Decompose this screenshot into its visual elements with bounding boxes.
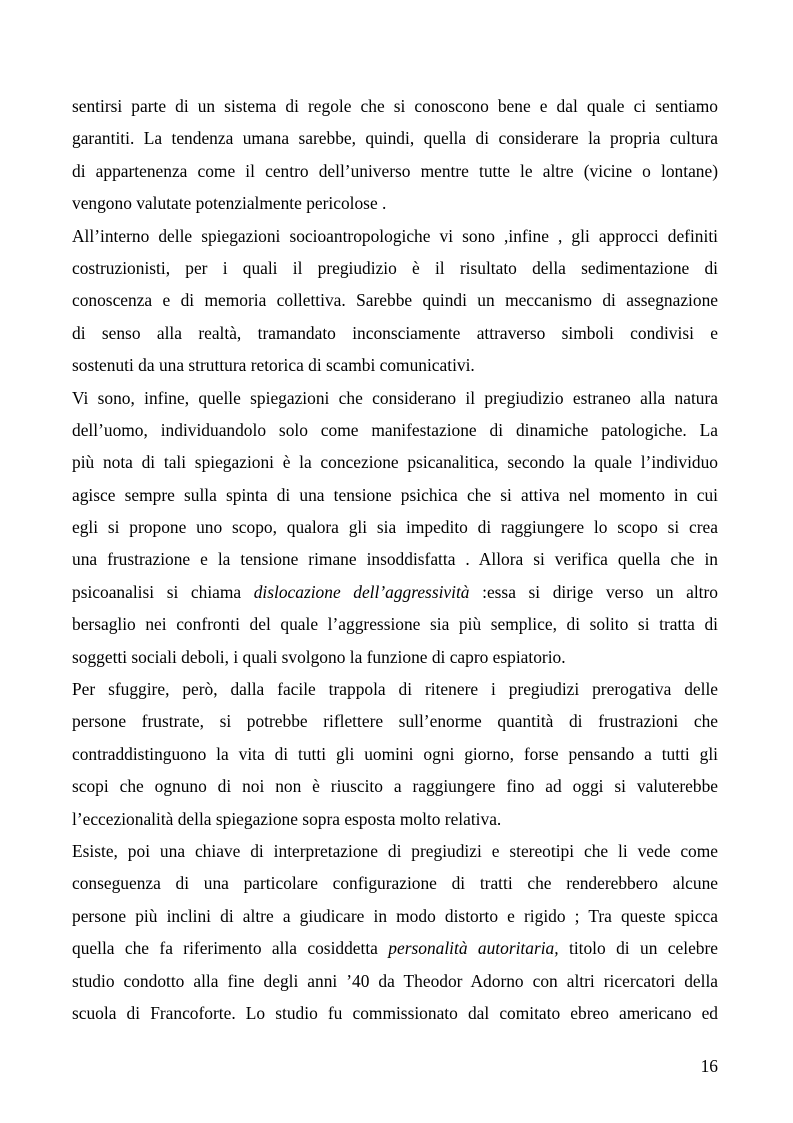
text-line — [72, 576, 718, 608]
text-line: Per sfuggire, però, dalla facile trappola di ritenere i pregiudizi prerogativa delle — [72, 679, 718, 700]
text-line — [72, 932, 718, 964]
text-line: sostenuti da una struttura retorica di scambi comunicativi. — [72, 355, 475, 376]
text-line: persone frustrate, si potrebbe riflettere sull’enorme quantità di frustrazioni che — [72, 711, 718, 732]
text-line: scopi che ognuno di noi non è riuscito a raggiungere fino ad oggi si valuterebbe — [72, 776, 718, 797]
text-line: una frustrazione e la tensione rimane insoddisfatta . Allora si verifica quella che in — [72, 549, 718, 570]
text-line: dell’uomo, individuandolo solo come manifestazione di dinamiche patologiche. La — [72, 419, 718, 440]
text-line: l’eccezionalità della spiegazione sopra esposta molto relativa. — [72, 808, 502, 829]
text-line: sentirsi parte di un sistema di regole che si conoscono bene e dal quale ci sentiamo — [72, 96, 718, 116]
page-number: 16 — [700, 1056, 718, 1076]
text-line: soggetti sociali deboli, i quali svolgono la funzione di capro espiatorio. — [72, 646, 566, 667]
text-line: di senso alla realtà, tramandato inconsciamente attraverso simboli condivisi e — [72, 322, 718, 343]
text-segment: psicoanalisi si chiama — [72, 581, 254, 602]
text-line: scuola di Francoforte. Lo studio fu commissionato dal comitato ebreo americano ed — [72, 1002, 718, 1023]
text-line: All’interno delle spiegazioni socioantropologiche vi sono ,infine , gli approcci definiti — [72, 225, 718, 246]
italic-term: dislocazione dell’aggressività — [253, 581, 470, 602]
text-line: garantiti. La tendenza umana sarebbe, quindi, quella di considerare la propria cultura — [72, 128, 718, 149]
text-line: di appartenenza come il centro dell’universo mentre tutte le altre (vicine o lontane) — [72, 160, 718, 181]
text-line: conoscenza e di memoria collettiva. Sarebbe quindi un meccanismo di assegnazione — [72, 290, 718, 311]
text-segment: :essa si dirige verso un altro — [469, 581, 718, 602]
text-line: studio condotto alla fine degli anni ’40 da Theodor Adorno con altri ricercatori della — [72, 970, 718, 991]
text-segment: quella che fa riferimento alla cosiddetta — [72, 938, 389, 959]
text-line: contraddistinguono la vita di tutti gli uomini ogni giorno, forse pensando a tutti gli — [72, 743, 718, 764]
text-line: vengono valutate potenzialmente pericolose . — [72, 193, 387, 214]
text-line: Esiste, poi una chiave di interpretazione di pregiudizi e stereotipi che li vede come — [72, 840, 718, 861]
text-line: costruzionisti, per i quali il pregiudizio è il risultato della sedimentazione di — [72, 257, 718, 278]
text-line: agisce sempre sulla spinta di una tensione psichica che si attiva nel momento in cui — [72, 484, 718, 505]
text-line: Vi sono, infine, quelle spiegazioni che considerano il pregiudizio estraneo alla natura — [72, 387, 718, 408]
text-segment: titolo di un celebre — [558, 938, 718, 959]
italic-term: personalità autoritaria, — [388, 938, 559, 959]
text-line: egli si propone uno scopo, qualora gli sia impedito di raggiungere lo scopo si crea — [72, 517, 718, 538]
text-line: persone più inclini di altre a giudicare in modo distorto e rigido ; Tra queste spicca — [72, 905, 718, 926]
text-line: bersaglio nei confronti del quale l’aggressione sia più semplice, di solito si tratta di — [72, 614, 718, 635]
text-line: conseguenza di una particolare configurazione di tratti che renderebbero alcune — [72, 873, 718, 894]
body-text — [72, 90, 718, 1029]
text-line: più nota di tali spiegazioni è la concezione psicanalitica, secondo la quale l’individuo — [72, 452, 718, 473]
